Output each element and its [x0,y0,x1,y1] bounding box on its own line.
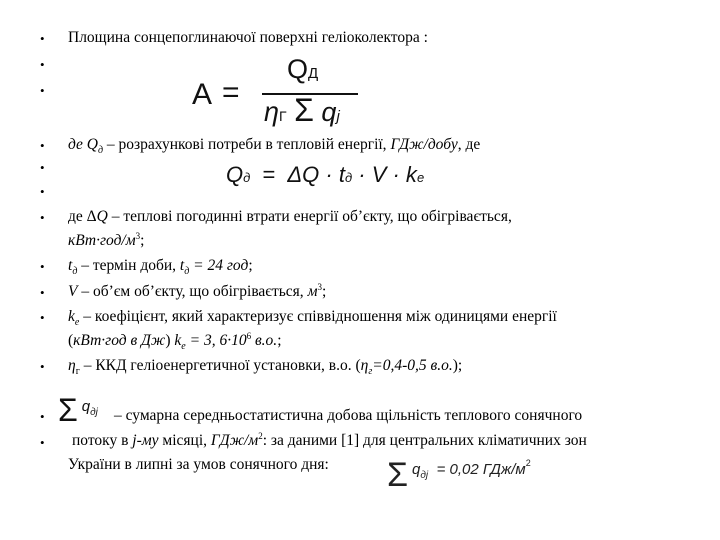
bullet-9: • [40,285,45,300]
eta-sub: г [75,366,80,378]
sum-line2-c: : за даними [1] для центральних кліматичних зон [262,432,587,449]
k-symbol-2: k [174,332,182,349]
sum-line2-units: ГДж/м [210,432,259,449]
dq-definition-line-2 [68,230,144,252]
qd-formula-q: Q [226,162,244,187]
area-formula-eta-sub: Г [279,108,287,124]
td-value: = 24 год [189,257,249,274]
dq-units-sup: 3 [135,230,141,241]
dq-definition-line-1 [68,206,512,228]
bullet-7: • [40,210,45,225]
k-sub-2: е [181,341,186,353]
eta-value: =0,4-0,5 в.о. [372,357,453,374]
k-exp: 6 [246,330,252,341]
area-formula-qj: q [321,97,337,127]
sum-inline-formula [58,392,98,429]
v-symbol: V [68,283,78,300]
td-sub2: д [184,266,190,278]
sum-line2-a: потоку в [72,432,133,449]
k-line2-c: ) [165,332,175,349]
qd-sub: д [97,145,104,157]
v-definition-line [68,281,326,303]
k-definition-line-1 [68,306,557,328]
area-formula-q: Q [287,54,309,84]
dq-prefix: де Δ [68,208,97,225]
bullet-5: • [40,160,45,175]
td-t2: t [179,257,185,274]
bullet-8: • [40,259,45,274]
k-sub: е [74,317,80,329]
k-units: в.о. [251,332,278,349]
area-formula-qj-sub: j [336,108,340,125]
qd-formula-rhs1: ΔQ · t [287,162,345,187]
eta-symbol-2: η [360,357,369,374]
v-units-sup: 3 [317,281,322,292]
sum-definition-line-3 [68,454,329,476]
qd-formula-q-sub: д [243,170,251,185]
v-end: ; [321,283,327,300]
sum-value-sub: дj [420,470,429,481]
qd-suffix: , де [457,136,481,153]
sum-definition-line-2 [72,430,587,452]
area-formula-sum: Σ [294,92,314,128]
bullet-4: • [40,138,45,153]
bullet-10: • [40,310,45,325]
area-formula-eq: = [222,76,240,109]
sum-inline-sub: дj [90,407,98,418]
bullet-1: • [40,31,45,46]
sum-value-sigma: Σ [387,456,409,494]
dq-units: кВт·год/м [68,232,136,249]
eta-sub-2: г [368,366,373,378]
bullet-13: • [40,435,45,450]
k-line2-a: ( [68,332,74,349]
dq-end: ; [140,232,145,249]
area-formula-q-sub: Д [308,65,319,82]
sum-line2-sup: 2 [258,430,263,441]
qd-formula-eq: = [262,162,276,187]
area-formula [192,54,362,130]
sum-value-rhs: = 0,02 ГДж/м [436,461,526,478]
sum-line2-b: місяці, [158,432,211,449]
qd-units: ГДж/добу [390,136,458,153]
td-definition-line [68,255,253,277]
qd-formula [226,162,424,188]
sum-line3: України в липні за умов сонячного дня: [68,456,329,473]
bullet-11: • [40,359,45,374]
area-formula-denominator [264,92,340,129]
sum-inline-sigma: Σ [58,392,78,428]
k-value: = 3, 6·10 [185,332,247,349]
k-line2-b: кВт·год в Дж [73,332,166,349]
k-end: ; [277,332,282,349]
v-units: м [307,283,318,300]
qd-prefix: де Q [68,136,98,153]
area-title-text: Площина сонцепоглинаючої поверхні геліоколектора : [68,29,428,46]
qd-formula-rhs2-sub: е [416,170,425,185]
k-symbol: k [68,308,75,325]
eta-mid: – ККД геліоенергетичної установки, в.о. ( [79,357,361,374]
dq-rest: – теплові погодинні втрати енергії об’єкту, що обігрівається, [107,208,512,225]
sum-value-q: q [412,461,421,478]
bullet-6: • [40,184,45,199]
qd-mid: – розрахункові потреби в тепловій енергії, [103,136,391,153]
sum-inline-q: q [81,398,91,415]
td-end: ; [248,257,253,274]
sum-line1: – сумарна середньостатистична добова щільність теплового сонячного [114,407,583,424]
qd-definition-line [68,134,480,156]
bullet-12: • [40,409,45,424]
area-title-line [68,27,428,49]
k-definition-line-2 [68,330,282,352]
dq-q: Q [96,208,108,225]
qd-formula-rhs1-sub: д [344,170,353,185]
area-formula-numerator [287,54,318,85]
eta-symbol: η [68,357,76,374]
sum-definition-line-1 [114,405,582,427]
qd-formula-rhs2: · V · k [352,162,417,187]
sum-value-sup: 2 [525,457,531,468]
bullet-2: • [40,57,45,72]
sum-line2-month: j-му [132,432,159,449]
sum-value-formula [387,456,531,495]
td-t: t [68,257,73,274]
v-mid: – об’єм об’єкту, що обігрівається, [77,283,308,300]
eta-definition-line [68,355,462,377]
eta-end: ); [452,357,463,374]
area-formula-eta: η [264,97,279,127]
area-formula-lhs: A [192,78,213,111]
td-sub: д [72,266,78,278]
td-mid: – термін доби, [77,257,180,274]
k-mid: – коефіцієнт, який характеризує співвідношення між одиницями енергії [79,308,557,325]
bullet-3: • [40,83,45,98]
